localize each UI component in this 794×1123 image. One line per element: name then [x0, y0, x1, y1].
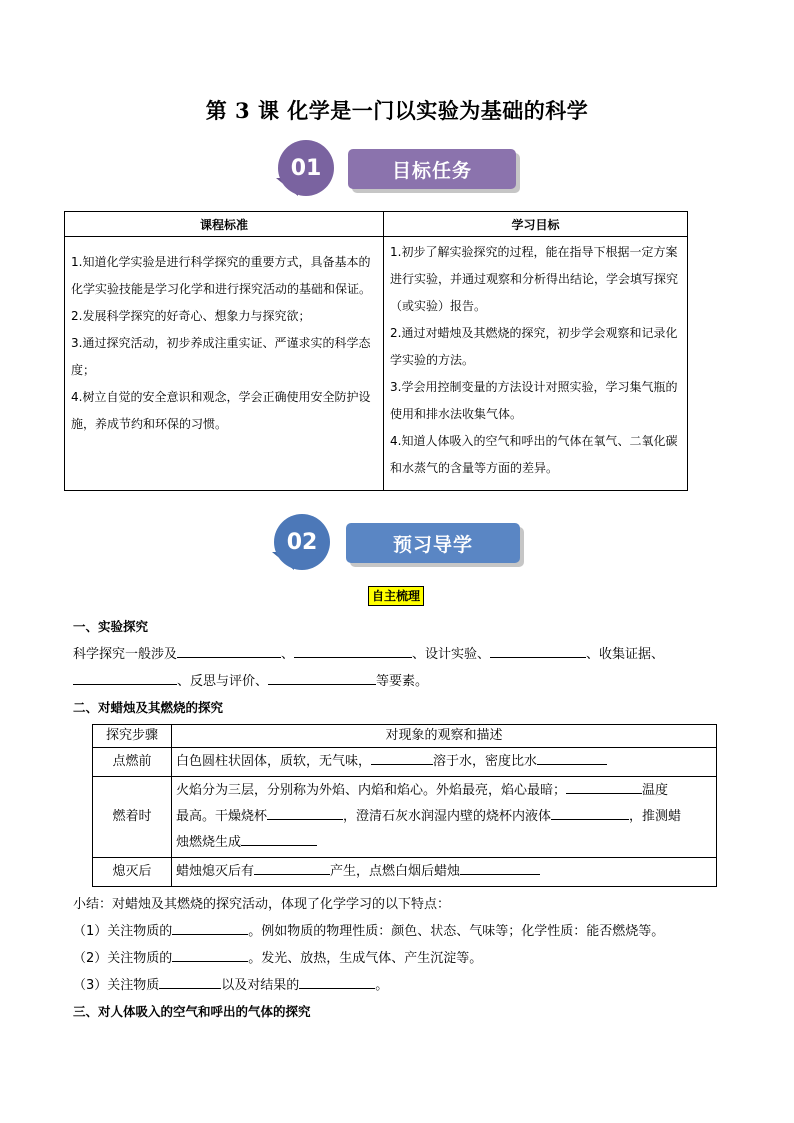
answer-blank[interactable] [172, 947, 248, 962]
answer-blank[interactable] [172, 920, 248, 935]
answer-blank[interactable] [241, 831, 317, 846]
summary-point-1: （1）关注物质的 。例如物质的物理性质：颜色、状态、气味等；化学性质：能否燃烧等。 [73, 920, 664, 939]
answer-blank[interactable] [177, 643, 281, 658]
answer-blank[interactable] [73, 670, 177, 685]
observation-cell: 火焰分为三层，分别称为外焰、内焰和焰心。外焰最亮，焰心最暗； 温度 最高。干燥烧杯 ，澄清石灰水润湿内壁的烧杯内液体 ，推测蜡 烛燃烧生成 [172, 777, 717, 858]
step-after-extinguishing: 熄灭后 [93, 858, 172, 887]
banner-number: 02 [274, 514, 330, 570]
answer-blank[interactable] [268, 670, 376, 685]
answer-blank[interactable] [490, 643, 586, 658]
answer-blank[interactable] [294, 643, 412, 658]
goals-header-objectives: 学习目标 [384, 212, 688, 237]
answer-blank[interactable] [551, 805, 629, 820]
table-row [93, 748, 717, 777]
summary-point-3: （3）关注物质 以及对结果的 。 [73, 974, 388, 993]
answer-blank[interactable] [371, 750, 433, 765]
inquiry-elements-line2: 、反思与评价、 等要素。 [73, 670, 428, 689]
answer-blank[interactable] [159, 974, 221, 989]
answer-blank[interactable] [537, 750, 607, 765]
step-while-burning: 燃着时 [93, 777, 172, 858]
observation-cell: 蜡烛熄灭后有 产生，点燃白烟后蜡烛 [172, 858, 717, 887]
section-heading: 三、对人体吸入的空气和呼出的气体的探究 [73, 1004, 311, 1019]
objective-item: 3.学会用控制变量的方法设计对照实验，学习集气瓶的使用和排水法收集气体。 [390, 380, 678, 421]
summary-point-2: （2）关注物质的 。发光、放热，生成气体、产生沉淀等。 [73, 947, 482, 966]
objective-item: 2.通过对蜡烛及其燃烧的探究，初步学会观察和记录化学实验的方法。 [390, 326, 678, 367]
col-header-step: 探究步骤 [93, 725, 172, 748]
answer-blank[interactable] [566, 779, 642, 794]
col-header-observation: 对现象的观察和描述 [172, 725, 717, 748]
section-heading: 二、对蜡烛及其燃烧的探究 [73, 700, 224, 715]
objective-item: 1.初步了解实验探究的过程，能在指导下根据一定方案进行实验，并通过观察和分析得出结论，学会填写探究（或实验）报告。 [390, 245, 679, 313]
candle-experiment-table [92, 724, 717, 887]
goals-header-standard: 课程标准 [65, 212, 384, 237]
table-row [93, 858, 717, 887]
standard-item: 2.发展科学探究的好奇心、想象力与探究欲； [71, 309, 311, 323]
table-row [93, 777, 717, 858]
banner-label: 目标任务 [348, 149, 516, 189]
standard-item: 4.树立自觉的安全意识和观念，学会正确使用安全防护设施，养成节约和环保的习惯。 [71, 390, 371, 431]
summary-text: 小结：对蜡烛及其燃烧的探究活动，体现了化学学习的以下特点： [73, 897, 451, 912]
section-heading: 一、实验探究 [73, 619, 149, 634]
banner-number: 01 [278, 140, 334, 196]
answer-blank[interactable] [267, 805, 343, 820]
goals-table [64, 211, 688, 491]
observation-cell: 白色圆柱状固体，质软，无气味， 溶于水，密度比水 [172, 748, 717, 777]
self-study-tag: 自主梳理 [368, 586, 424, 606]
answer-blank[interactable] [254, 860, 330, 875]
standard-item: 3.通过探究活动，初步养成注重实证、严谨求实的科学态度； [71, 336, 371, 377]
answer-blank[interactable] [460, 860, 540, 875]
objective-item: 4.知道人体吸入的空气和呼出的气体在氧气、二氧化碳和水蒸气的含量等方面的差异。 [390, 434, 678, 475]
answer-blank[interactable] [299, 974, 375, 989]
goals-standard-cell [65, 237, 384, 491]
standard-item: 1.知道化学实验是进行科学探究的重要方式，具备基本的化学实验技能是学习化学和进行探究活动的基础和保证。 [71, 255, 372, 296]
step-before-lighting: 点燃前 [93, 748, 172, 777]
inquiry-elements-line1: 科学探究一般涉及 、 、设计实验、 、收集证据、 [73, 643, 664, 662]
banner-label: 预习导学 [346, 523, 520, 563]
goals-objectives-cell [384, 237, 688, 491]
page-title: 第 3 课 化学是一门以实验为基础的科学 [205, 98, 589, 123]
